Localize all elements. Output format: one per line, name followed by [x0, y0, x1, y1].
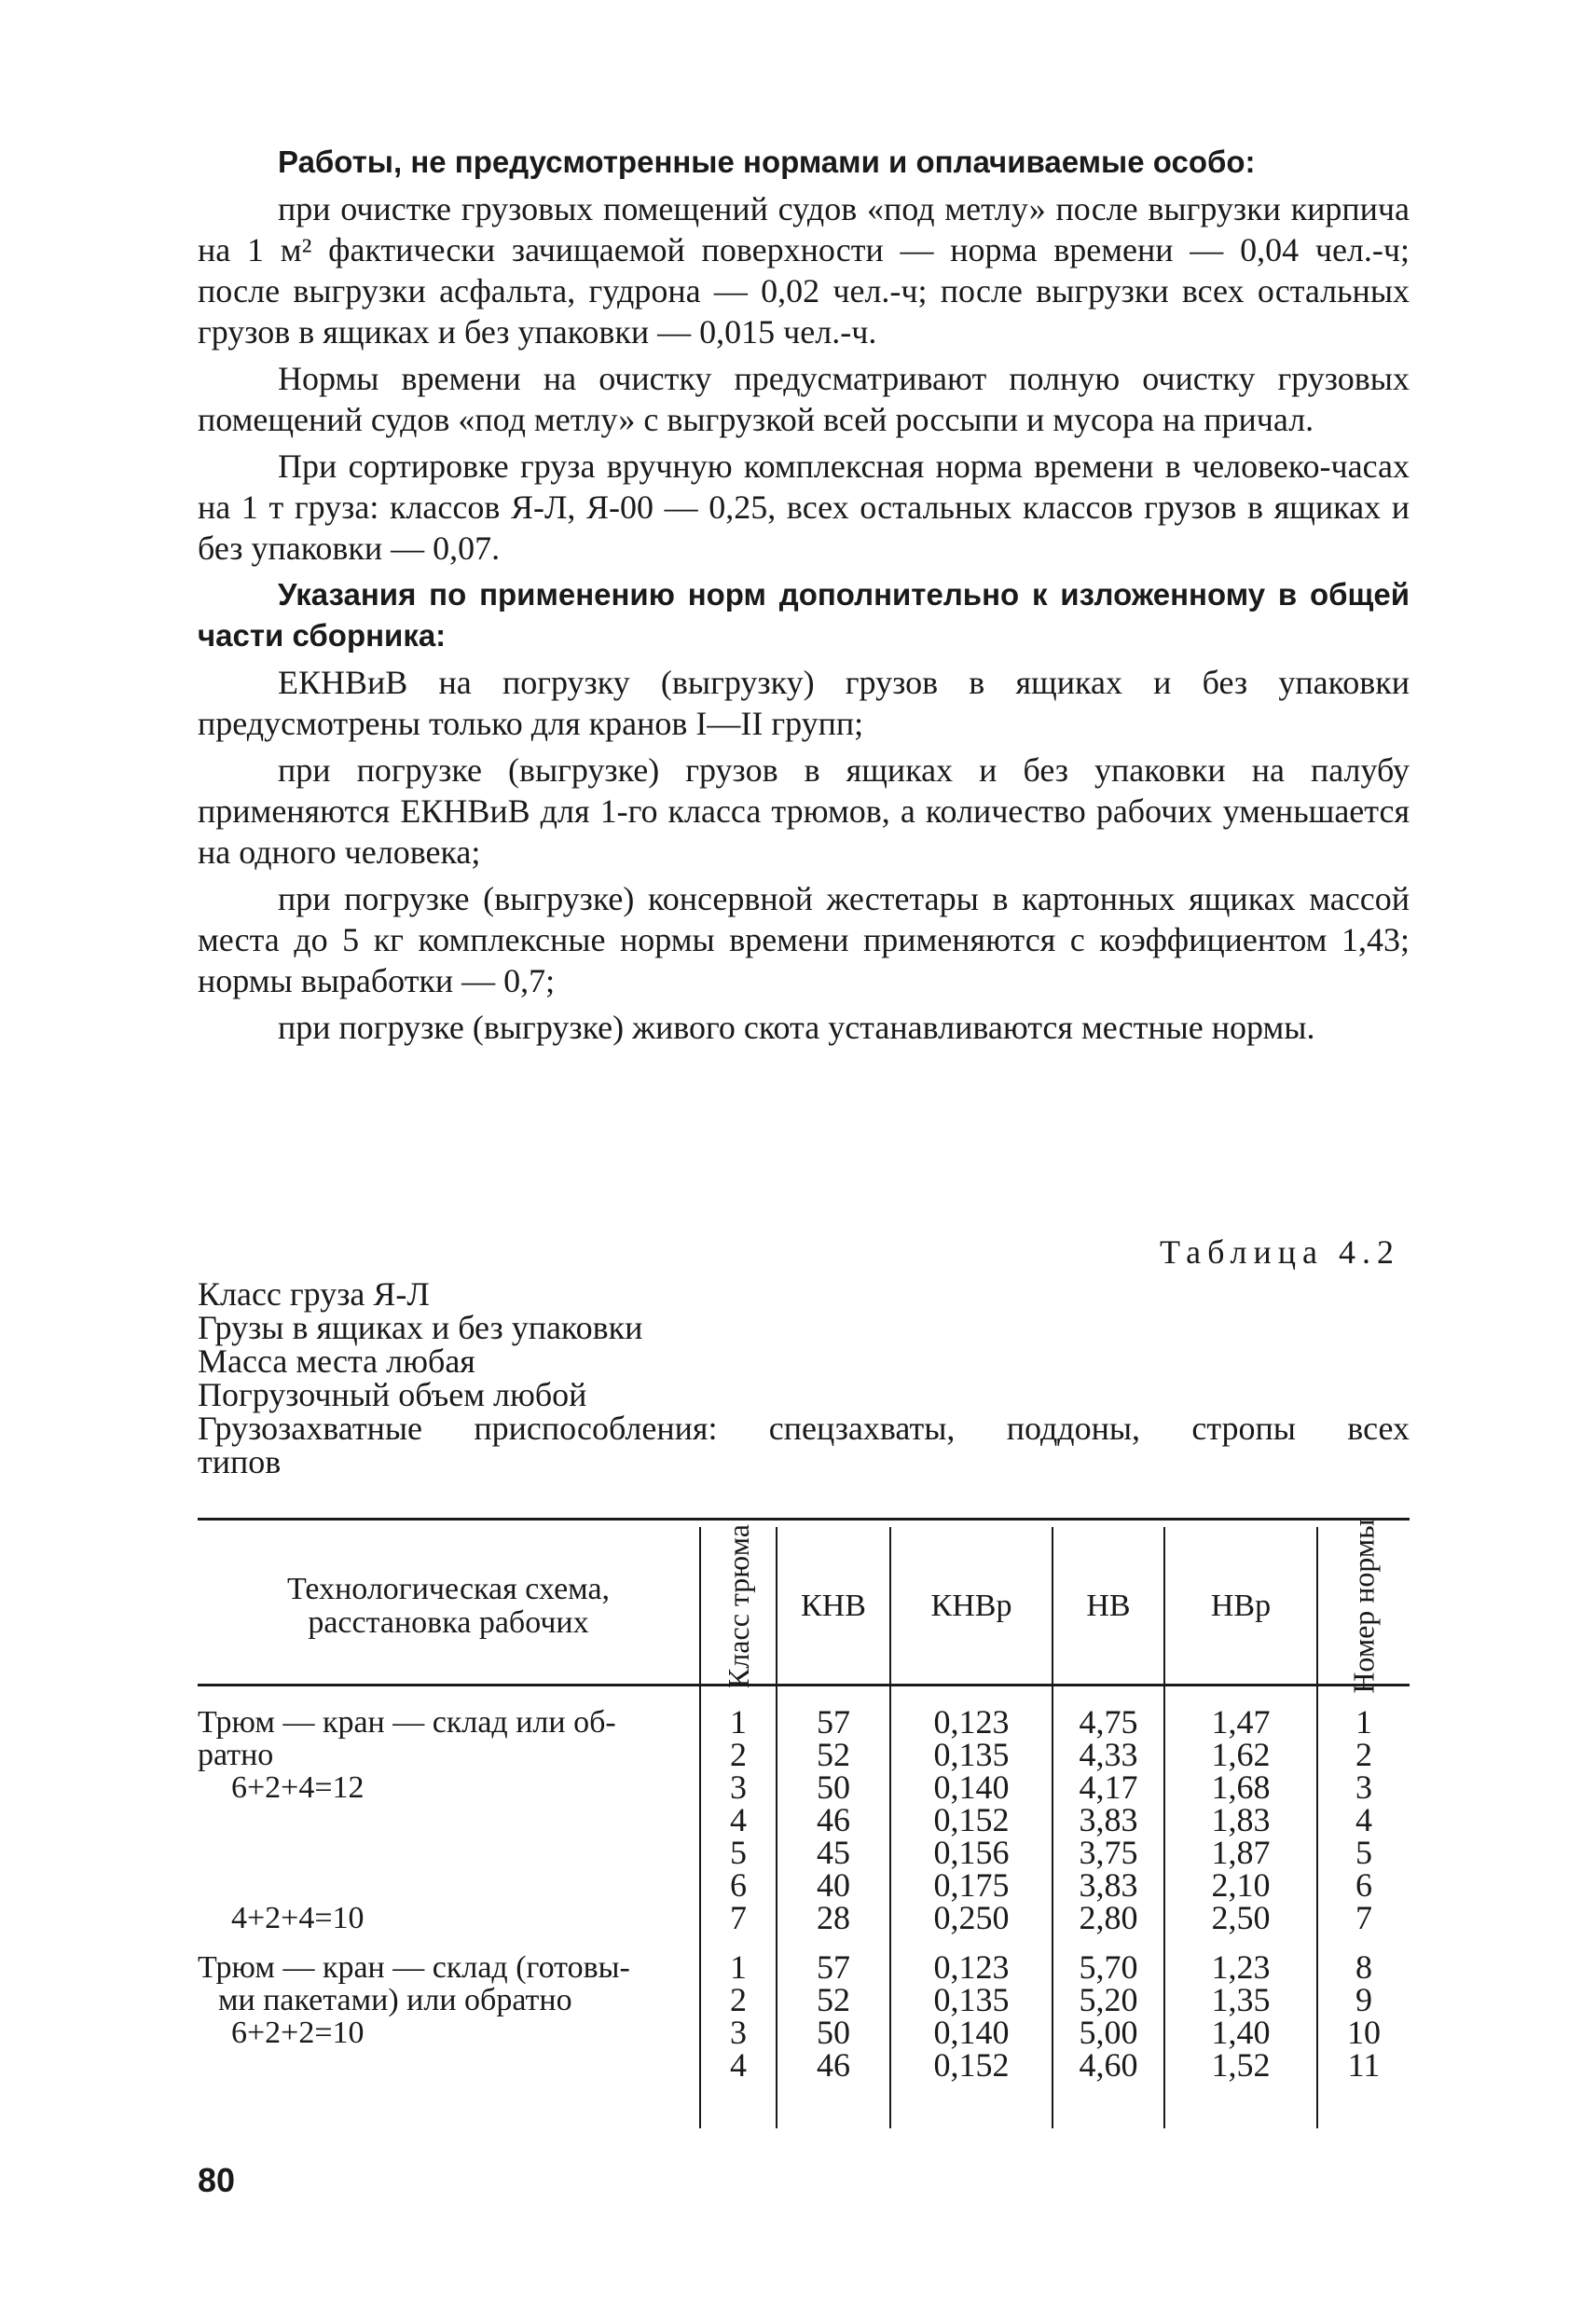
cargo-gripping: Грузозахватные приспособления: спецзахваты, поддоны, стропы всех [198, 1410, 1410, 1447]
cell-nvr: 1,62 [1211, 1736, 1271, 1773]
paragraph-sorting: При сортировке груза вручную комплексная норма времени в человеко-часах на 1 т груза: классов Я-Л, Я-00 — 0,25, всех остальных классов грузов в ящиках и без упаковки — 0,07. [198, 447, 1410, 567]
cell-nv: 5,00 [1079, 2014, 1138, 2051]
cell-nvr: 1,40 [1211, 2014, 1271, 2051]
cell-nv: 5,20 [1079, 1981, 1138, 2018]
scheme-2-formula: 6+2+2=10 [231, 2016, 365, 2050]
cargo-type: Грузы в ящиках и без упаковки [198, 1309, 643, 1346]
paragraph-cleaning: при очистке грузовых помещений судов «под метлу» после выгрузки кирпича на 1 м² фактически зачищаемой поверхности — норма времени — 0,04 чел.-ч; после выгрузки асфальта, гудрона — 0,02 чел.-ч; после выгрузки всех остальных грузов в ящиках и без упаковки — 0,015 чел.-ч. [198, 190, 1410, 351]
cell-nv: 4,60 [1079, 2046, 1138, 2084]
cell-hold-class: 3 [730, 1768, 747, 1806]
header-nv: НВ [1086, 1589, 1131, 1623]
cell-norm-no: 4 [1355, 1801, 1372, 1838]
paragraph-special-works-heading: Работы, не предусмотренные нормами и оплачиваемые особо: [278, 144, 1256, 179]
cell-norm-no: 7 [1355, 1899, 1372, 1936]
cell-knv: 46 [817, 1801, 850, 1838]
cell-knv: 45 [817, 1834, 850, 1871]
cell-nvr: 1,68 [1211, 1768, 1271, 1806]
table-header-rule [198, 1684, 1410, 1686]
scheme-1-line1: Трюм — кран — склад или об- [198, 1705, 616, 1740]
cell-knvr: 0,123 [933, 1948, 1010, 1986]
cell-norm-no: 3 [1355, 1768, 1372, 1806]
scheme-2-line1: Трюм — кран — склад (готовы- [198, 1950, 630, 1985]
cell-nv: 4,17 [1079, 1768, 1138, 1806]
cell-knv: 40 [817, 1866, 850, 1904]
cell-nv: 2,80 [1079, 1899, 1138, 1936]
cell-knv: 28 [817, 1899, 850, 1936]
cargo-gripping-cont: типов [198, 1443, 282, 1480]
cell-nv: 3,75 [1079, 1834, 1138, 1871]
cell-knv: 57 [817, 1948, 850, 1986]
cell-nvr: 1,47 [1211, 1703, 1271, 1741]
cell-hold-class: 2 [730, 1736, 747, 1773]
cell-nvr: 2,10 [1211, 1866, 1271, 1904]
cell-nv: 3,83 [1079, 1801, 1138, 1838]
header-hold-class: Класс трюма [722, 1523, 756, 1689]
cell-hold-class: 1 [730, 1948, 747, 1986]
header-nvr: НВр [1210, 1589, 1272, 1623]
cell-hold-class: 7 [730, 1899, 747, 1936]
cell-knv: 46 [817, 2046, 850, 2084]
table-top-rule [198, 1518, 1410, 1521]
scheme-1-alt-formula: 4+2+4=10 [231, 1901, 365, 1935]
paragraph-livestock: при погрузке (выгрузке) живого скота устанавливаются местные нормы. [278, 1009, 1315, 1046]
cell-knv: 57 [817, 1703, 850, 1741]
cargo-class: Класс груза Я-Л [198, 1275, 430, 1313]
cell-hold-class: 3 [730, 2014, 747, 2051]
cell-nv: 4,33 [1079, 1736, 1138, 1773]
scheme-1-line2: ратно [198, 1738, 274, 1772]
cell-nvr: 1,35 [1211, 1981, 1271, 2018]
cell-hold-class: 5 [730, 1834, 747, 1871]
cell-norm-no: 10 [1347, 2014, 1381, 2051]
cell-nvr: 1,87 [1211, 1834, 1271, 1871]
cell-knv: 52 [817, 1736, 850, 1773]
cell-knvr: 0,175 [933, 1866, 1010, 1904]
cell-nvr: 1,83 [1211, 1801, 1271, 1838]
cell-knv: 50 [817, 1768, 850, 1806]
paragraph-instructions-heading: Указания по применению норм дополнительно к изложенному в общей части сборника: [198, 577, 1410, 653]
cell-norm-no: 1 [1355, 1703, 1372, 1741]
cell-nv: 4,75 [1079, 1703, 1138, 1741]
cell-knv: 52 [817, 1981, 850, 2018]
paragraph-cleaning-norms: Нормы времени на очистку предусматривают полную очистку грузовых помещений судов «под метлу» с выгрузкой всей россыпи и мусора на причал. [198, 360, 1410, 438]
page-number: 80 [198, 2161, 236, 2199]
scheme-1-formula: 6+2+4=12 [231, 1770, 365, 1805]
cell-norm-no: 11 [1347, 2046, 1381, 2084]
body-text [198, 142, 1410, 1053]
norms-table [198, 1518, 1410, 2128]
cell-norm-no: 9 [1355, 1981, 1372, 2018]
cell-norm-no: 5 [1355, 1834, 1372, 1871]
cell-knvr: 0,135 [933, 1736, 1010, 1773]
cell-hold-class: 4 [730, 1801, 747, 1838]
paragraph-cans: при погрузке (выгрузке) консервной жестетары в картонных ящиках массой места до 5 кг комплексные нормы времени применяются с коэффициентом 1,43; нормы выработки — 0,7; [198, 880, 1410, 999]
header-knvr: КНВр [930, 1589, 1012, 1623]
cell-norm-no: 2 [1355, 1736, 1372, 1773]
cell-knvr: 0,140 [933, 2014, 1010, 2051]
cell-hold-class: 6 [730, 1866, 747, 1904]
header-scheme: Технологическая схема, расстановка рабочих [286, 1572, 611, 1640]
cargo-volume: Погрузочный объем любой [198, 1376, 587, 1413]
cell-knvr: 0,140 [933, 1768, 1010, 1806]
cell-knv: 50 [817, 2014, 850, 2051]
cell-knvr: 0,152 [933, 1801, 1010, 1838]
cargo-mass: Масса места любая [198, 1342, 475, 1380]
cell-knvr: 0,156 [933, 1834, 1010, 1871]
cell-nvr: 1,23 [1211, 1948, 1271, 1986]
paragraph-deck: при погрузке (выгрузке) грузов в ящиках и без упаковки на палубу применяются ЕКНВиВ для 1-го класса трюмов, а количество рабочих уменьшается на одного человека; [198, 751, 1410, 871]
header-norm-no: Номер нормы [1347, 1519, 1381, 1694]
cell-hold-class: 4 [730, 2046, 747, 2084]
cell-knvr: 0,250 [933, 1899, 1010, 1936]
header-knv: КНВ [801, 1589, 866, 1623]
cell-knvr: 0,135 [933, 1981, 1010, 2018]
cell-nv: 3,83 [1079, 1866, 1138, 1904]
cell-nvr: 2,50 [1211, 1899, 1271, 1936]
cell-hold-class: 2 [730, 1981, 747, 2018]
scheme-2-line2: ми пакетами) или обратно [218, 1983, 572, 2017]
cell-knvr: 0,123 [933, 1703, 1010, 1741]
cargo-info [198, 1277, 1410, 1479]
table-title: Таблица 4.2 [1160, 1233, 1400, 1271]
paragraph-cranes: ЕКНВиВ на погрузку (выгрузку) грузов в ящиках и без упаковки предусмотрены только для кранов I—II групп; [198, 664, 1410, 742]
cell-hold-class: 1 [730, 1703, 747, 1741]
cell-nvr: 1,52 [1211, 2046, 1271, 2084]
cell-nv: 5,70 [1079, 1948, 1138, 1986]
cell-norm-no: 8 [1355, 1948, 1372, 1986]
cell-norm-no: 6 [1355, 1866, 1372, 1904]
cell-knvr: 0,152 [933, 2046, 1010, 2084]
